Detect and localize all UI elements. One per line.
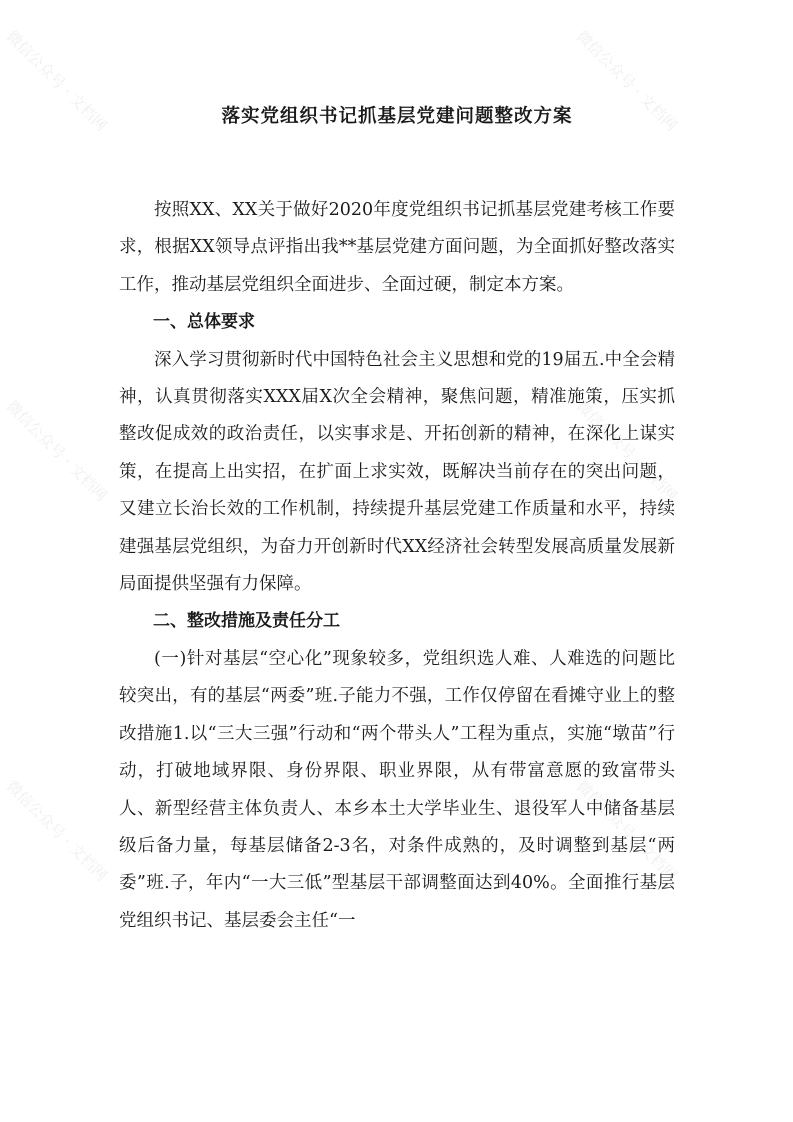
document-body [119, 192, 675, 940]
section-heading-measures: 二、整改措施及责任分工 [153, 611, 340, 632]
watermark-text: 微信公众号 · 文档网 [2, 397, 111, 505]
intro-paragraph: 按照XX、XX关于做好2020年度党组织书记抓基层党建考核工作要求，根据XX领导点评指出我**基层党建方面问题，为全面抓好整改落实工作，推动基层党组织全面进步、全面过硬，制定本方案。 [119, 200, 675, 295]
section-heading-general-requirements: 一、总体要求 [153, 312, 255, 333]
watermark-text: 微信公众号 · 文档网 [2, 27, 111, 135]
watermark-text: 微信公众号 · 文档网 [572, 27, 681, 135]
general-requirements-paragraph: 深入学习贯彻新时代中国特色社会主义思想和党的19届五.中全会精神，认真贯彻落实XXX届X次全会精神，聚焦问题，精准施策，压实抓整改促成效的政治责任，以实事求是、开拓创新的精神，在深化上谋实策，在提高上出实招，在扩面上求实效，既解决当前存在的突出问题，又建立长治长效的工作机制，持续提升基层党建工作质量和水平，持续建强基层党组织，为奋力开创新时代XX经济社会转型发展高质量发展新局面提供坚强有力保障。 [119, 349, 675, 595]
watermark-text: 微信公众号 · 文档网 [572, 397, 681, 505]
measures-paragraph: (一)针对基层“空心化”现象较多，党组织选人难、人难选的问题比较突出，有的基层“两委”班.子能力不强，工作仅停留在看摊守业上的整改措施1.以“三大三强”行动和“两个带头人”工程为重点，实施“墩苗”行动，打破地域界限、身份界限、职业界限，从有带富意愿的致富带头人、新型经营主体负责人、本乡本土大学毕业生、退役军人中储备基层级后备力量，每基层储备2-3名，对条件成熟的，及时调整到基层“两委”班.子，年内“一大三低”型基层干部调整面达到40%。全面推行基层党组织书记、基层委会主任“一 [119, 648, 675, 931]
watermark-text: 微信公众号 · 文档网 [2, 777, 111, 885]
watermark-text: 微信公众号 · 文档网 [572, 777, 681, 885]
document-title: 落实党组织书记抓基层党建问题整改方案 [221, 106, 573, 127]
